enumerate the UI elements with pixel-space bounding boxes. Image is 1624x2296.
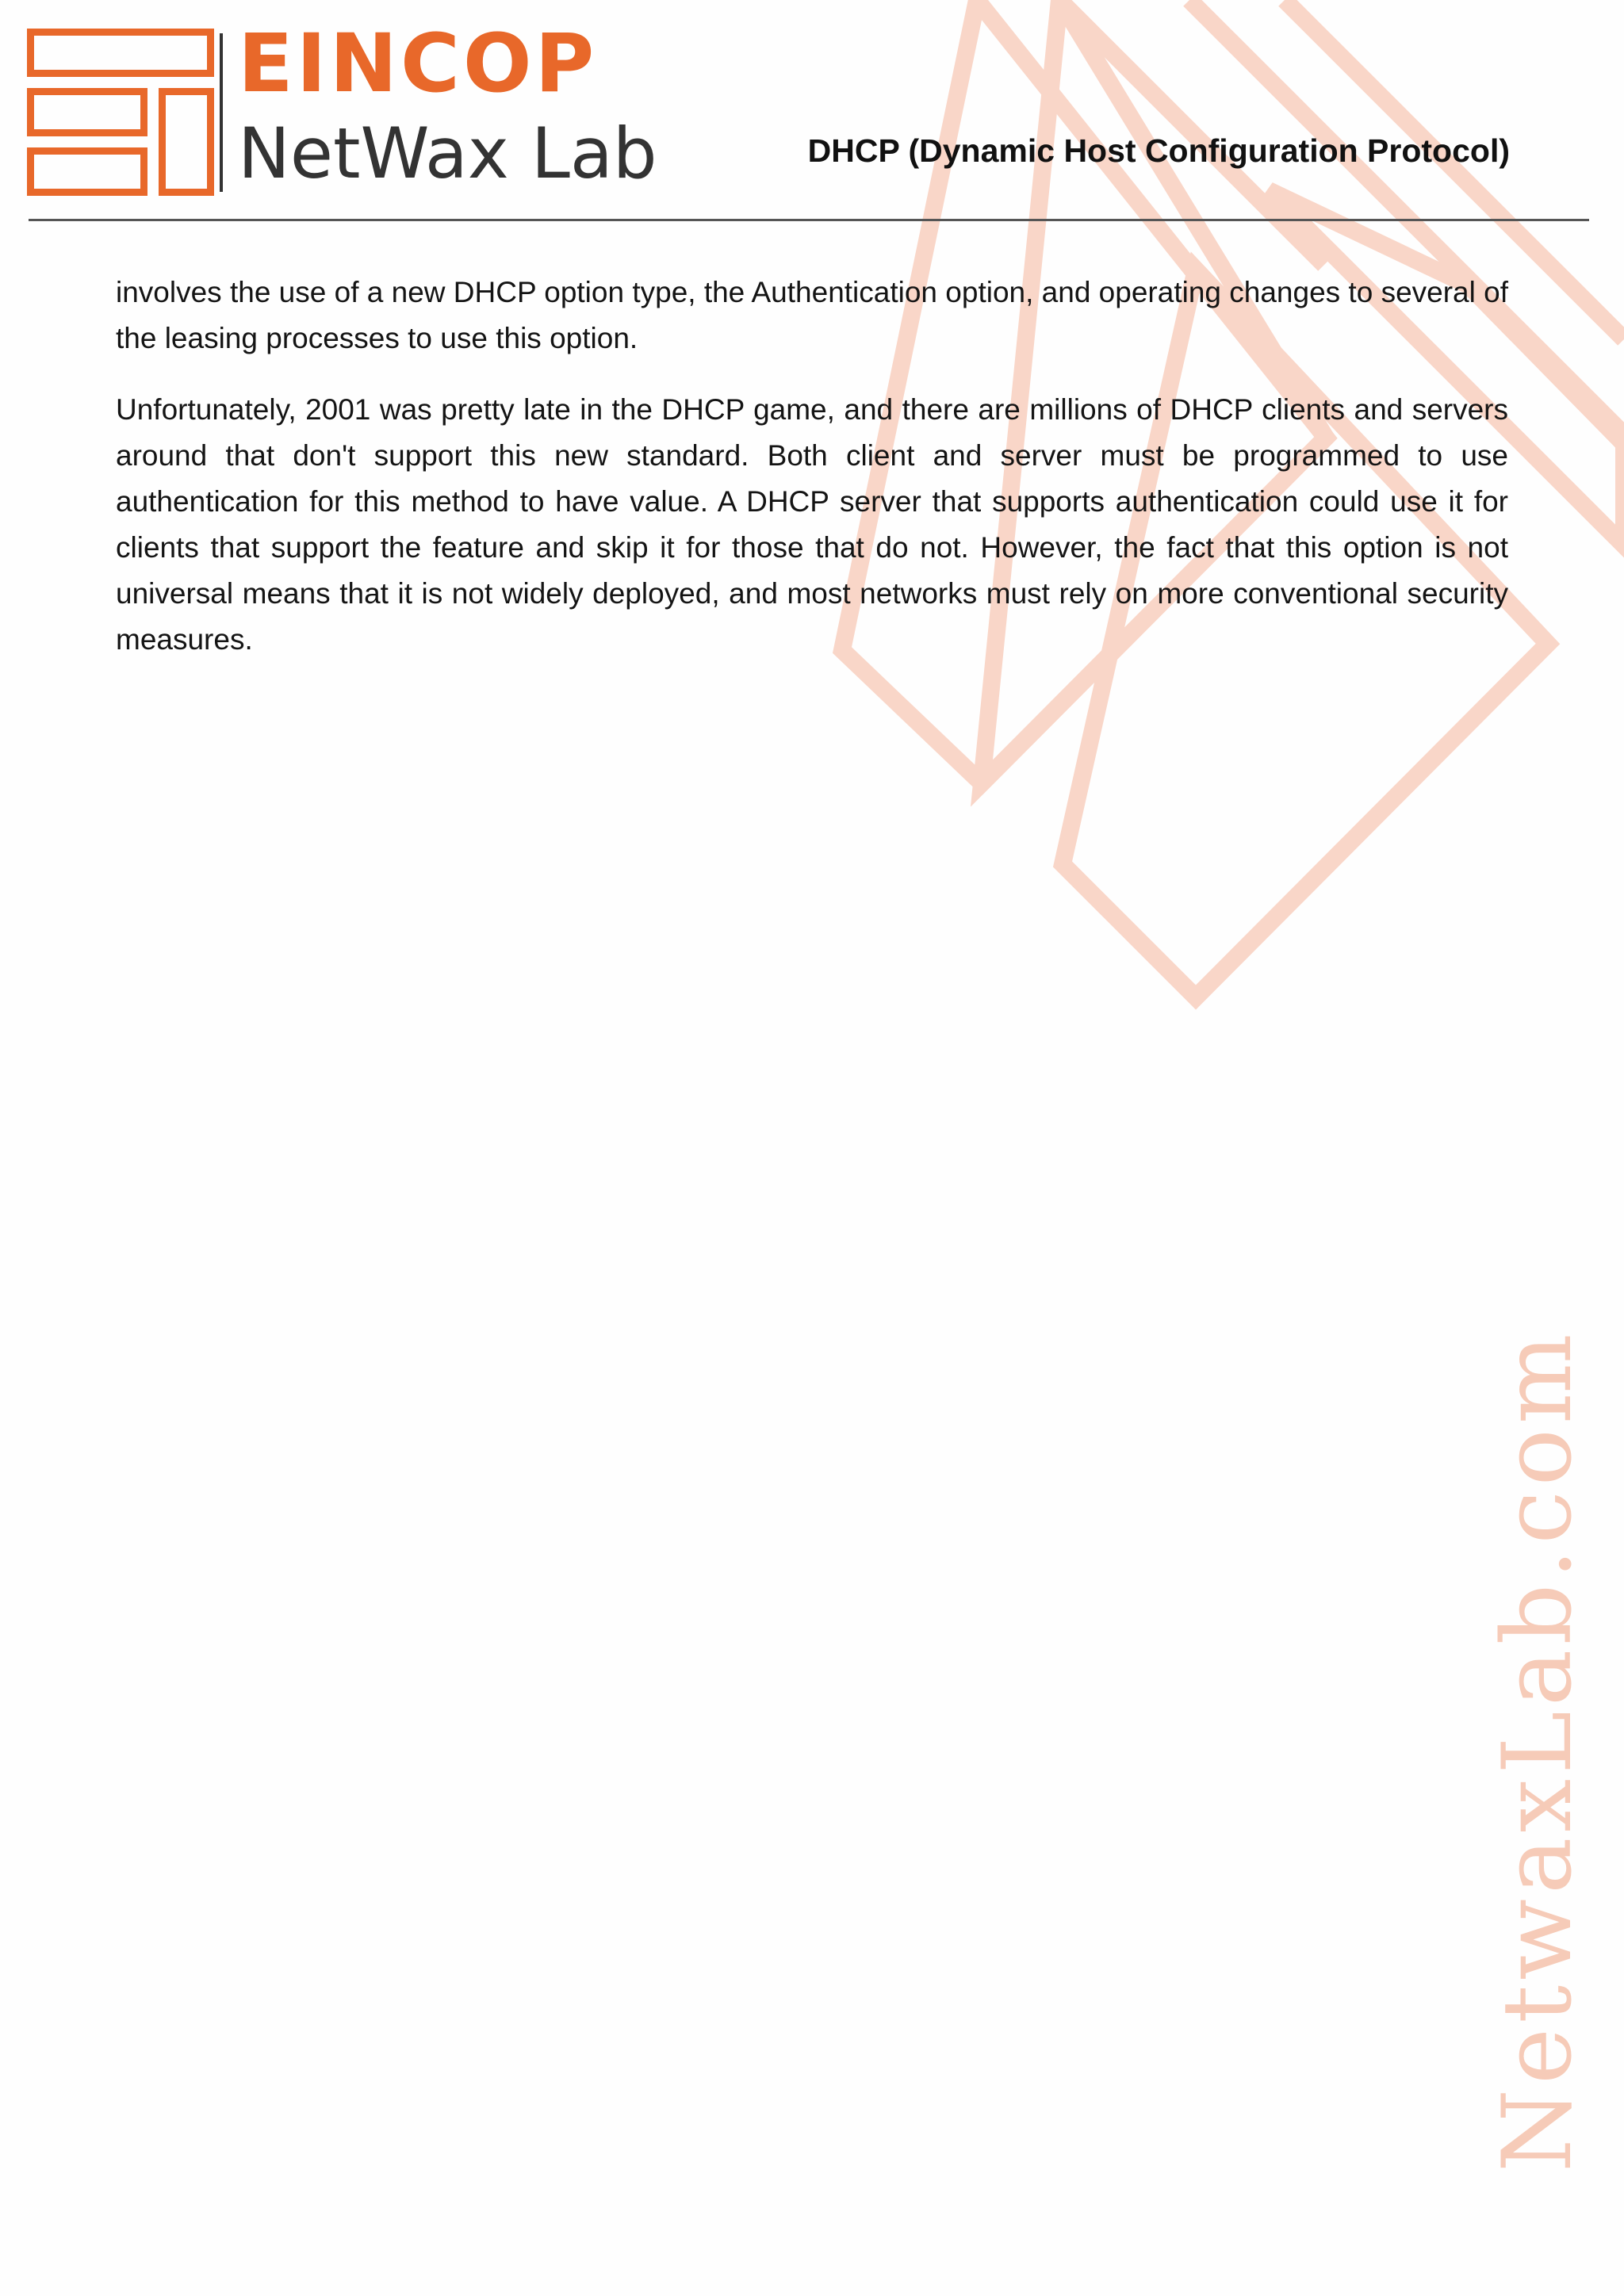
logo-bar (31, 151, 144, 193)
logo-bar (163, 92, 211, 193)
document-body (116, 270, 1508, 688)
body-paragraph: involves the use of a new DHCP option type, the Authentication option, and operating changes to several of the leasing processes to use this option. (116, 276, 1508, 354)
watermark-text: NetwaxLab.com (1483, 1329, 1593, 2172)
header-divider (29, 219, 1589, 221)
brand-subtitle: NetWax Lab (238, 113, 657, 194)
logo-bar (31, 33, 211, 74)
brand-name: EINCOP (238, 17, 598, 111)
document-title: DHCP (Dynamic Host Configuration Protocol) (807, 132, 1510, 169)
brand-divider (220, 33, 223, 192)
body-paragraph: Unfortunately, 2001 was pretty late in the DHCP game, and there are millions of DHCP clients and servers around that don't support this new standard. Both client and server must be programmed to use authentication for this method to have value. A DHCP server that supports authentication could use it for clients that support the feature and skip it for those that do not. However, the fact that this option is not universal means that it is not widely deployed, and most networks must rely on more conventional security measures. (116, 393, 1508, 656)
eincop-logo-icon (27, 29, 217, 197)
logo-bar (31, 92, 144, 133)
